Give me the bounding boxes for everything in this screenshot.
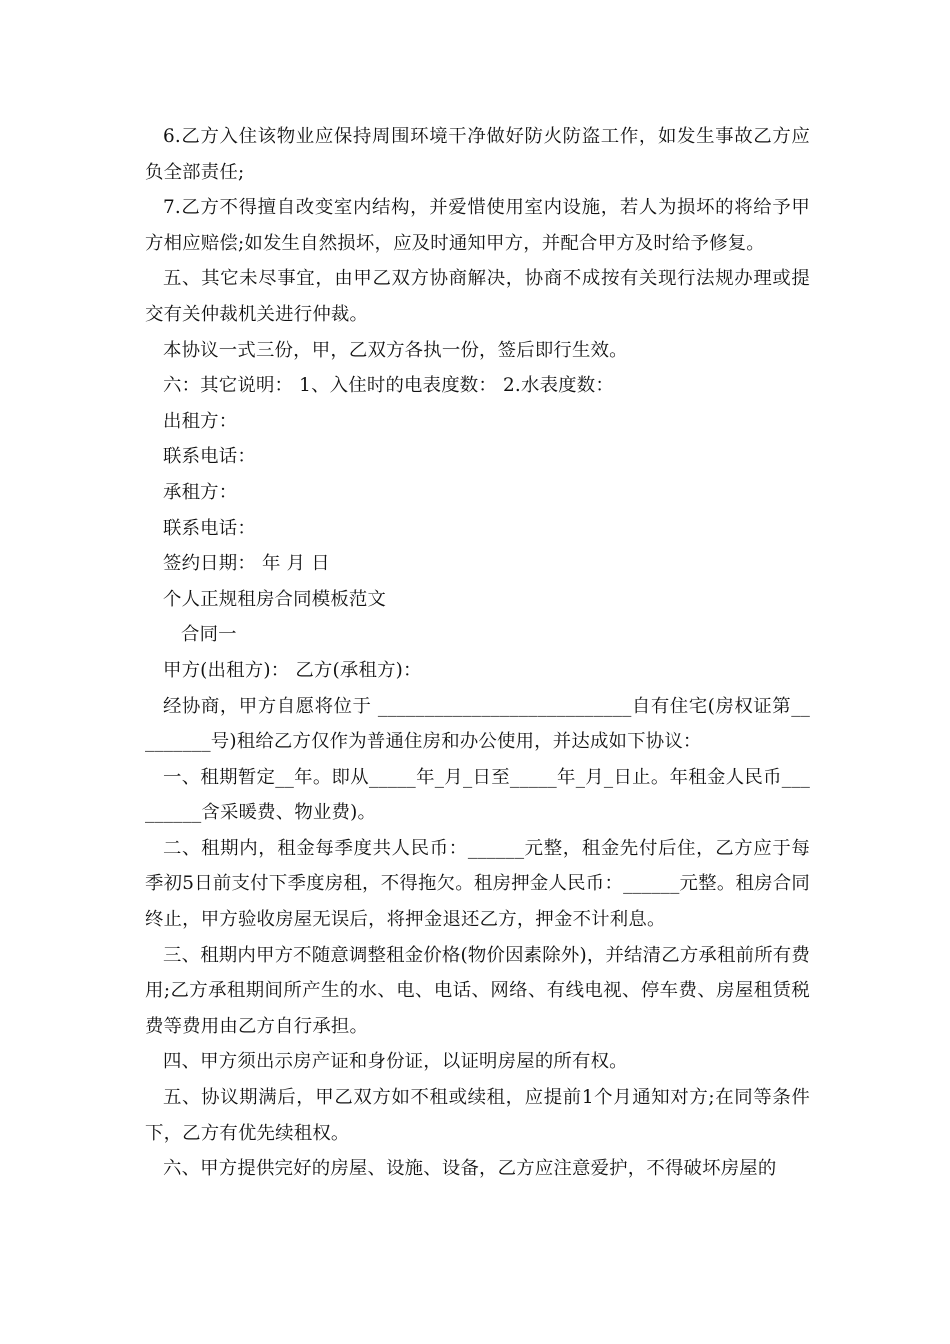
paragraph-lessor: 出租方： <box>163 410 238 432</box>
paragraph-article-1: 一、租期暂定__年。即从_____年_月_日至_____年_月_日止。年租金人民币_________含采暖费、物业费)。 <box>145 766 810 824</box>
paragraph-article-6: 六、甲方提供完好的房屋、设施、设备，乙方应注意爱护，不得破坏房屋的 <box>163 1158 777 1180</box>
paragraph-article-3: 三、租期内甲方不随意调整租金价格(物价因素除外)，并结清乙方承租前所有费用;乙方承租期间所产生的水、电、电话、网络、有线电视、停车费、房屋租赁税费等费用由乙方自行承担。 <box>145 944 810 1037</box>
paragraph-lessee: 承租方： <box>163 481 238 503</box>
paragraph-sign-date: 签约日期： 年 月 日 <box>163 553 330 575</box>
document-body <box>145 119 810 1187</box>
paragraph-clause-7: 7.乙方不得擅自改变室内结构，并爱惜使用室内设施，若人为损坏的将给予甲方相应赔偿;如发生自然损坏，应及时通知甲方，并配合甲方及时给予修复。 <box>145 197 810 254</box>
paragraph-template-title: 个人正规租房合同模板范文 <box>163 588 387 610</box>
paragraph-contract-one: 合同一 <box>181 624 237 646</box>
paragraph-copies: 本协议一式三份，甲，乙双方各执一份，签后即行生效。 <box>163 339 628 361</box>
paragraph-article-2: 二、租期内，租金每季度共人民币：______元整，租金先付后住，乙方应于每季初5日前支付下季度房租，不得拖欠。租房押金人民币：______元整。租房合同终止，甲方验收房屋无误后，将押金退还乙方，押金不计利息。 <box>145 837 810 931</box>
paragraph-section-5: 五、其它未尽事宜，由甲乙双方协商解决，协商不成按有关现行法规办理或提交有关仲裁机关进行仲裁。 <box>145 268 810 325</box>
paragraph-section-6-notes: 六：其它说明： 1、入住时的电表度数： 2.水表度数： <box>163 375 614 397</box>
paragraph-parties: 甲方(出租方)： 乙方(承租方)： <box>163 659 422 681</box>
paragraph-article-4: 四、甲方须出示房产证和身份证，以证明房屋的所有权。 <box>163 1051 628 1073</box>
paragraph-clause-6: 6.乙方入住该物业应保持周围环境干净做好防火防盗工作，如发生事故乙方应负全部责任; <box>145 126 810 183</box>
paragraph-lessor-phone: 联系电话： <box>163 446 256 468</box>
paragraph-agreement-intro: 经协商，甲方自愿将位于 ___________________________自有住宅(房权证第_________号)租给乙方仅作为普通住房和办公使用，并达成如下协议： <box>145 695 810 753</box>
paragraph-article-5: 五、协议期满后，甲乙双方如不租或续租，应提前1个月通知对方;在同等条件下，乙方有优先续租权。 <box>145 1087 810 1144</box>
paragraph-lessee-phone: 联系电话： <box>163 517 256 539</box>
